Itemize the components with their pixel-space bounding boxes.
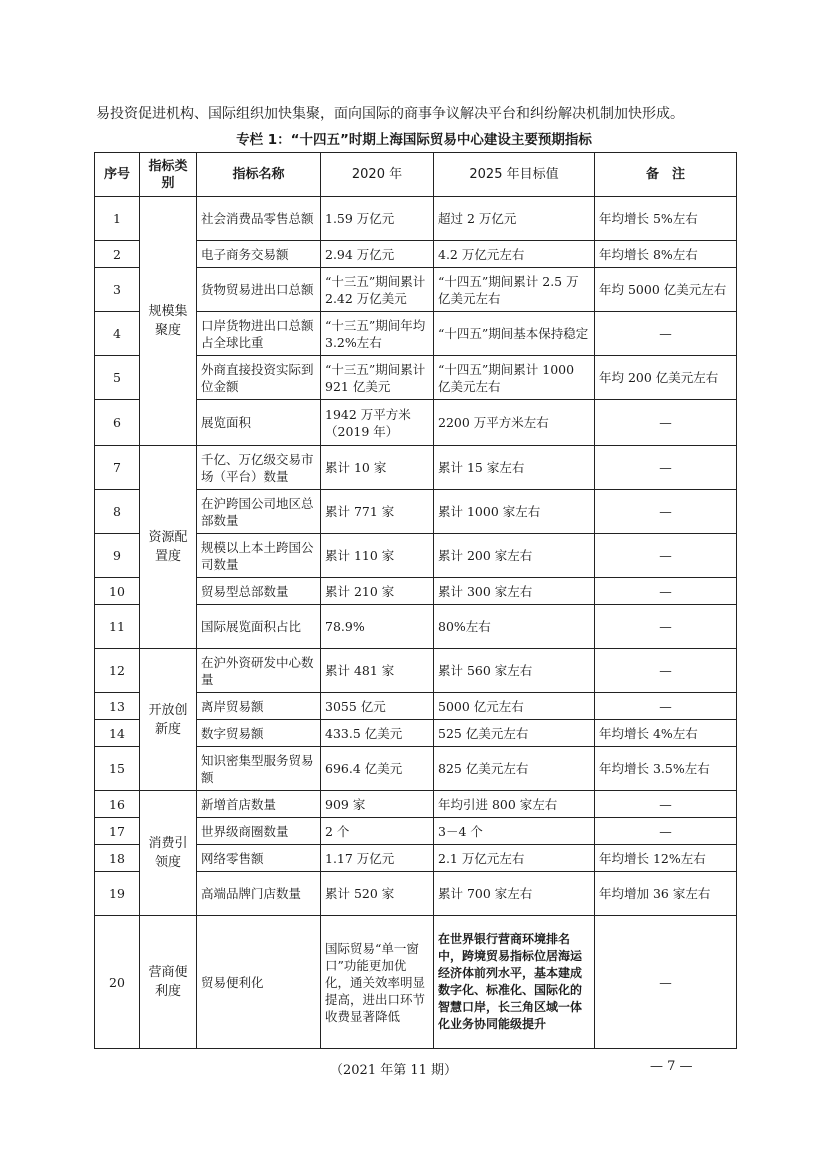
row-2025: 累计 200 家左右 xyxy=(434,534,595,578)
row-note: — xyxy=(595,791,737,818)
row-note: — xyxy=(595,916,737,1049)
row-no: 3 xyxy=(95,268,140,312)
header-note: 备 注 xyxy=(595,153,737,197)
table-caption: 专栏 1：“十四五”时期上海国际贸易中心建设主要预期指标 xyxy=(236,132,592,148)
row-2025: 80%左右 xyxy=(434,605,595,649)
row-no: 13 xyxy=(95,693,140,720)
row-2020: 2 个 xyxy=(321,818,434,845)
row-no: 16 xyxy=(95,791,140,818)
row-2025: 累计 300 家左右 xyxy=(434,578,595,605)
row-note: 年均 5000 亿美元左右 xyxy=(595,268,737,312)
row-name: 展览面积 xyxy=(197,400,321,446)
row-note: — xyxy=(595,534,737,578)
row-no: 6 xyxy=(95,400,140,446)
row-2020: 1942 万平方米（2019 年） xyxy=(321,400,434,446)
row-no: 12 xyxy=(95,649,140,693)
row-name: 千亿、万亿级交易市场（平台）数量 xyxy=(197,446,321,490)
row-note: — xyxy=(595,605,737,649)
row-2025: “十四五”期间累计 2.5 万亿美元左右 xyxy=(434,268,595,312)
row-2020: 1.59 万亿元 xyxy=(321,197,434,241)
row-name: 国际展览面积占比 xyxy=(197,605,321,649)
row-2020: 累计 771 家 xyxy=(321,490,434,534)
row-2020: 1.17 万亿元 xyxy=(321,845,434,872)
row-no: 10 xyxy=(95,578,140,605)
category-business: 营商便利度 xyxy=(140,916,197,1049)
row-2025: 2.1 万亿元左右 xyxy=(434,845,595,872)
row-name: 在沪外资研发中心数量 xyxy=(197,649,321,693)
row-2020: 3055 亿元 xyxy=(321,693,434,720)
row-2020: 909 家 xyxy=(321,791,434,818)
row-name: 高端品牌门店数量 xyxy=(197,872,321,916)
row-no: 19 xyxy=(95,872,140,916)
row-name: 网络零售额 xyxy=(197,845,321,872)
row-note: — xyxy=(595,578,737,605)
row-2025: 累计 15 家左右 xyxy=(434,446,595,490)
table-row xyxy=(95,791,737,818)
row-2020: “十三五”期间年均 3.2%左右 xyxy=(321,312,434,356)
row-2020: 国际贸易“单一窗口”功能更加优化，通关效率明显提高，进出口环节收费显著降低 xyxy=(321,916,434,1049)
header-category: 指标类别 xyxy=(140,153,197,197)
row-note: 年均增加 36 家左右 xyxy=(595,872,737,916)
table-row xyxy=(95,446,737,490)
table-row xyxy=(95,197,737,241)
indicator-table xyxy=(94,152,737,1049)
row-no: 8 xyxy=(95,490,140,534)
row-note: 年均增长 5%左右 xyxy=(595,197,737,241)
row-2020: 累计 481 家 xyxy=(321,649,434,693)
row-2020: “十三五”期间累计 2.42 万亿美元 xyxy=(321,268,434,312)
header-2020: 2020 年 xyxy=(321,153,434,197)
row-no: 7 xyxy=(95,446,140,490)
row-2025: 5000 亿元左右 xyxy=(434,693,595,720)
category-open: 开放创新度 xyxy=(140,649,197,791)
row-note: — xyxy=(595,490,737,534)
row-name: 在沪跨国公司地区总部数量 xyxy=(197,490,321,534)
row-no: 17 xyxy=(95,818,140,845)
table-row xyxy=(95,916,737,1049)
row-2025: “十四五”期间基本保持稳定 xyxy=(434,312,595,356)
row-no: 1 xyxy=(95,197,140,241)
row-2025: 4.2 万亿元左右 xyxy=(434,241,595,268)
footer-issue: （2021 年第 11 期） xyxy=(330,1063,458,1078)
row-name: 新增首店数量 xyxy=(197,791,321,818)
page-number: — 7 — xyxy=(650,1059,693,1074)
row-no: 14 xyxy=(95,720,140,747)
row-2025: 年均引进 800 家左右 xyxy=(434,791,595,818)
category-resource: 资源配置度 xyxy=(140,446,197,649)
row-name: 世界级商圈数量 xyxy=(197,818,321,845)
row-note: — xyxy=(595,649,737,693)
row-name: 离岸贸易额 xyxy=(197,693,321,720)
row-note: 年均增长 12%左右 xyxy=(595,845,737,872)
row-no: 20 xyxy=(95,916,140,1049)
row-2020: 78.9% xyxy=(321,605,434,649)
row-2020: 累计 10 家 xyxy=(321,446,434,490)
row-name: 贸易型总部数量 xyxy=(197,578,321,605)
row-note: — xyxy=(595,400,737,446)
row-2025: “十四五”期间累计 1000 亿美元左右 xyxy=(434,356,595,400)
row-note: 年均增长 8%左右 xyxy=(595,241,737,268)
category-scale: 规模集聚度 xyxy=(140,197,197,446)
row-name: 货物贸易进出口总额 xyxy=(197,268,321,312)
row-note: 年均 200 亿美元左右 xyxy=(595,356,737,400)
row-2025: 累计 560 家左右 xyxy=(434,649,595,693)
row-no: 4 xyxy=(95,312,140,356)
row-2025: 累计 1000 家左右 xyxy=(434,490,595,534)
row-2020: “十三五”期间累计 921 亿美元 xyxy=(321,356,434,400)
row-note: — xyxy=(595,312,737,356)
row-2025: 超过 2 万亿元 xyxy=(434,197,595,241)
row-name: 知识密集型服务贸易额 xyxy=(197,747,321,791)
row-2025: 525 亿美元左右 xyxy=(434,720,595,747)
category-consume: 消费引领度 xyxy=(140,791,197,916)
row-2020: 累计 110 家 xyxy=(321,534,434,578)
row-no: 11 xyxy=(95,605,140,649)
row-name: 贸易便利化 xyxy=(197,916,321,1049)
header-name: 指标名称 xyxy=(197,153,321,197)
row-2020: 433.5 亿美元 xyxy=(321,720,434,747)
row-2025: 3－4 个 xyxy=(434,818,595,845)
row-2025: 在世界银行营商环境排名中，跨境贸易指标位居海运经济体前列水平，基本建成数字化、标准化、国际化的智慧口岸，长三角区域一体化业务协同能级提升 xyxy=(434,916,595,1049)
row-no: 9 xyxy=(95,534,140,578)
row-note: 年均增长 3.5%左右 xyxy=(595,747,737,791)
row-no: 15 xyxy=(95,747,140,791)
row-name: 数字贸易额 xyxy=(197,720,321,747)
row-2025: 825 亿美元左右 xyxy=(434,747,595,791)
row-name: 外商直接投资实际到位金额 xyxy=(197,356,321,400)
row-name: 口岸货物进出口总额占全球比重 xyxy=(197,312,321,356)
table-header-row xyxy=(95,153,737,197)
row-note: — xyxy=(595,446,737,490)
row-2020: 696.4 亿美元 xyxy=(321,747,434,791)
row-note: — xyxy=(595,693,737,720)
row-name: 规模以上本土跨国公司数量 xyxy=(197,534,321,578)
row-no: 18 xyxy=(95,845,140,872)
row-2025: 2200 万平方米左右 xyxy=(434,400,595,446)
row-note: — xyxy=(595,818,737,845)
row-2020: 累计 210 家 xyxy=(321,578,434,605)
row-2020: 累计 520 家 xyxy=(321,872,434,916)
header-no: 序号 xyxy=(95,153,140,197)
row-no: 5 xyxy=(95,356,140,400)
row-2025: 累计 700 家左右 xyxy=(434,872,595,916)
table-row xyxy=(95,649,737,693)
intro-paragraph: 易投资促进机构、国际组织加快集聚，面向国际的商事争议解决平台和纠纷解决机制加快形成。 xyxy=(96,106,684,122)
row-2020: 2.94 万亿元 xyxy=(321,241,434,268)
header-2025: 2025 年目标值 xyxy=(434,153,595,197)
row-no: 2 xyxy=(95,241,140,268)
row-note: 年均增长 4%左右 xyxy=(595,720,737,747)
row-name: 社会消费品零售总额 xyxy=(197,197,321,241)
row-name: 电子商务交易额 xyxy=(197,241,321,268)
